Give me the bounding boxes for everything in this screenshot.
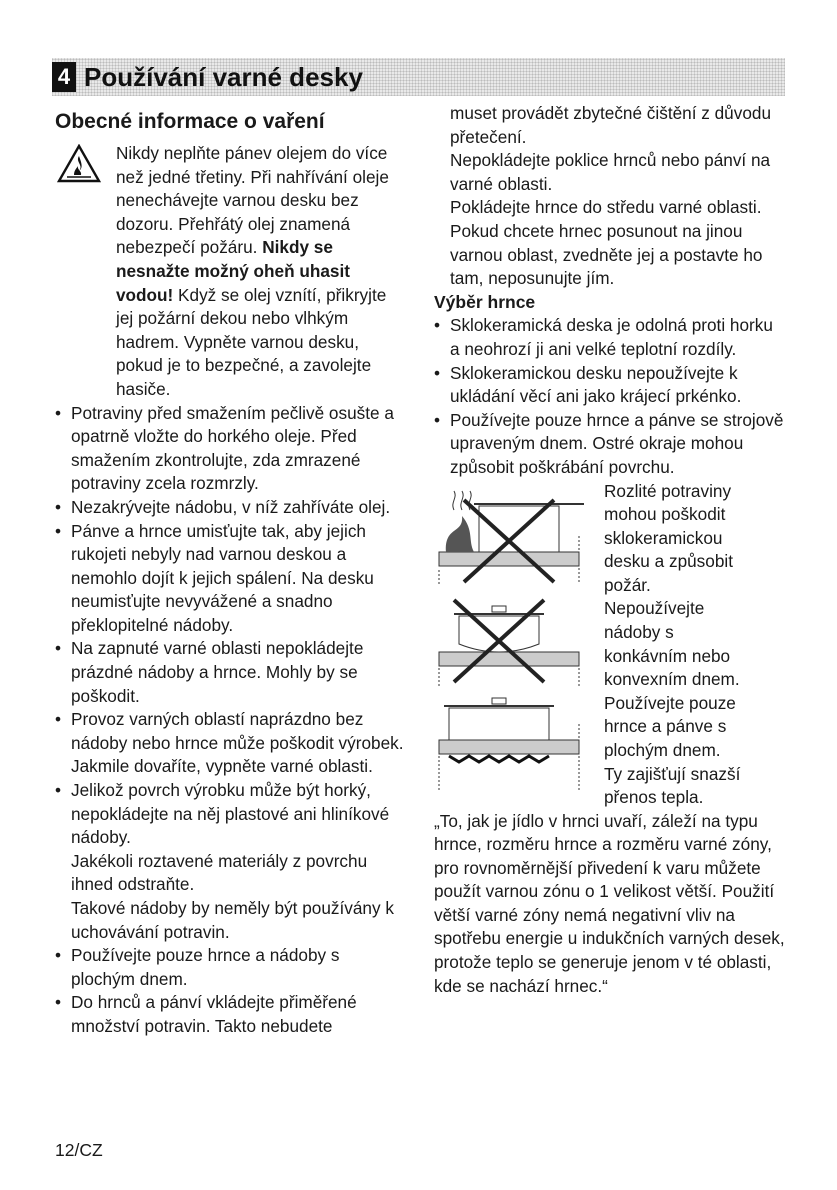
caption-line: desku a způsobit bbox=[604, 551, 733, 572]
caption-line: Rozlité potraviny bbox=[604, 480, 732, 501]
caption-line: Používejte pouze bbox=[604, 692, 736, 713]
list-item: • Sklokeramickou desku nepoužívejte k ukládání věcí ani jako krájecí prkénko. bbox=[434, 362, 786, 409]
concave-pot-illustration bbox=[434, 596, 584, 688]
caption-line: nádoby s bbox=[604, 622, 674, 643]
flat-pot-illustration bbox=[434, 694, 584, 794]
illustration-captions bbox=[604, 480, 740, 810]
caption-line: mohou poškodit bbox=[604, 504, 726, 525]
list-item: • Nezakrývejte nádobu, v níž zahříváte olej. bbox=[55, 496, 407, 520]
page-number: 12/CZ bbox=[55, 1140, 103, 1160]
section-banner bbox=[52, 58, 785, 96]
continuation-text: Takové nádoby by neměly být používány k uchovávání potravin. bbox=[71, 898, 394, 942]
caption-line: konkávním nebo bbox=[604, 645, 731, 666]
section-title: Používání varné desky bbox=[84, 62, 363, 92]
left-column bbox=[55, 108, 407, 1039]
left-heading: Obecné informace o vaření bbox=[55, 110, 325, 133]
caption-line: přenos tepla. bbox=[604, 787, 704, 808]
caption-line: Nepoužívejte bbox=[604, 598, 705, 619]
left-bullet-list-2 bbox=[55, 944, 407, 1038]
list-item: • Jelikož povrch výrobku může být horký, nepokládejte na něj plastové ani hliníkové nádoby. bbox=[55, 779, 407, 850]
paragraph: Nepokládejte poklice hrnců nebo pánví na varné oblasti. bbox=[450, 150, 771, 194]
left-bullet-list bbox=[55, 402, 407, 850]
spilled-food-illustration bbox=[434, 486, 584, 586]
paragraph: Pokládejte hrnce do středu varné oblasti. Pokud chcete hrnec posunout na jinou varnou oblast, zvedněte jej a postavte ho tam, neposunujte jím. bbox=[450, 197, 763, 289]
right-column bbox=[434, 102, 786, 998]
caption-line: plochým dnem. bbox=[604, 740, 721, 761]
list-item: • Pánve a hrnce umisťujte tak, aby jejich rukojeti nebyly nad varnou deskou a nemohlo dojít k jejich spálení. Na desku neumisťujte nevyvážené a snadno překlopitelné nádoby. bbox=[55, 520, 407, 638]
section-number: 4 bbox=[52, 62, 76, 92]
list-item: • Potraviny před smažením pečlivě osušte a opatrně vložte do horkého oleje. Před smažením zkontrolujte, zda zmrazené potraviny zcela rozmrzly. bbox=[55, 402, 407, 496]
quote-paragraph: „To, jak je jídlo v hrnci uvaří, záleží na typu hrnce, rozměru hrnce a rozměru varné zóny, pro rovnoměrnější přivedení k varu můžete použít varnou zónu o 1 velikost větší. Použití větší varné zóny nemá negativní vliv na spotřebu energie u indukčních varných desek, protože teplo se generuje jenom v té oblasti, kde se nachází hrnec.“ bbox=[434, 810, 785, 996]
fire-warning bbox=[55, 142, 407, 402]
continuation-text: muset provádět zbytečné čištění z důvodu přetečení. bbox=[450, 103, 772, 147]
pot-illustrations bbox=[434, 480, 786, 810]
warning-bold: Nikdy se nesnažte možný oheň uhasit vodou! bbox=[116, 237, 350, 305]
continuation-text: Jakékoli roztavené materiály z povrchu ihned odstraňte. bbox=[71, 850, 368, 895]
list-item: • Do hrnců a pánví vkládejte přiměřené množství potravin. Takto nebudete bbox=[55, 991, 407, 1038]
list-item: • Používejte pouze hrnce a nádoby s plochým dnem. bbox=[55, 944, 407, 991]
right-bullet-list bbox=[434, 314, 786, 479]
caption-line: Ty zajišťují snazší bbox=[604, 763, 741, 784]
list-item: • Na zapnuté varné oblasti nepokládejte prázdné nádoby a hrnce. Mohly by se poškodit. bbox=[55, 637, 407, 708]
warning-text: Nikdy neplňte pánev olejem do více než jedné třetiny. Při nahřívání oleje nenechávejte varnou desku bez dozoru. Přehřátý olej znamená nebezpečí požáru. Nikdy se nesnažte možný oheň uhasit vodou! Když se olej vznítí, přikryjte jej požární dekou nebo vlhkým hadrem. Vypněte varnou desku, pokud je to bezpečné, a zavolejte hasiče. bbox=[116, 143, 389, 399]
caption-line: hrnce a pánve s bbox=[604, 716, 727, 737]
list-item: • Provoz varných oblastí naprázdno bez nádoby nebo hrnce může poškodit výrobek. Jakmile dovaříte, vypněte varné oblasti. bbox=[55, 708, 407, 779]
list-item: • Sklokeramická deska je odolná proti horku a neohrozí ji ani velké teplotní rozdíly. bbox=[434, 314, 786, 361]
caption-line: sklokeramickou bbox=[604, 527, 723, 548]
subheading: Výběr hrnce bbox=[434, 291, 536, 312]
fire-warning-icon bbox=[57, 144, 101, 184]
caption-line: požár. bbox=[604, 574, 651, 595]
caption-line: konvexním dnem. bbox=[604, 669, 740, 690]
list-item: • Používejte pouze hrnce a pánve se strojově upraveným dnem. Ostré okraje mohou způsobit poškrábání povrchu. bbox=[434, 409, 786, 480]
